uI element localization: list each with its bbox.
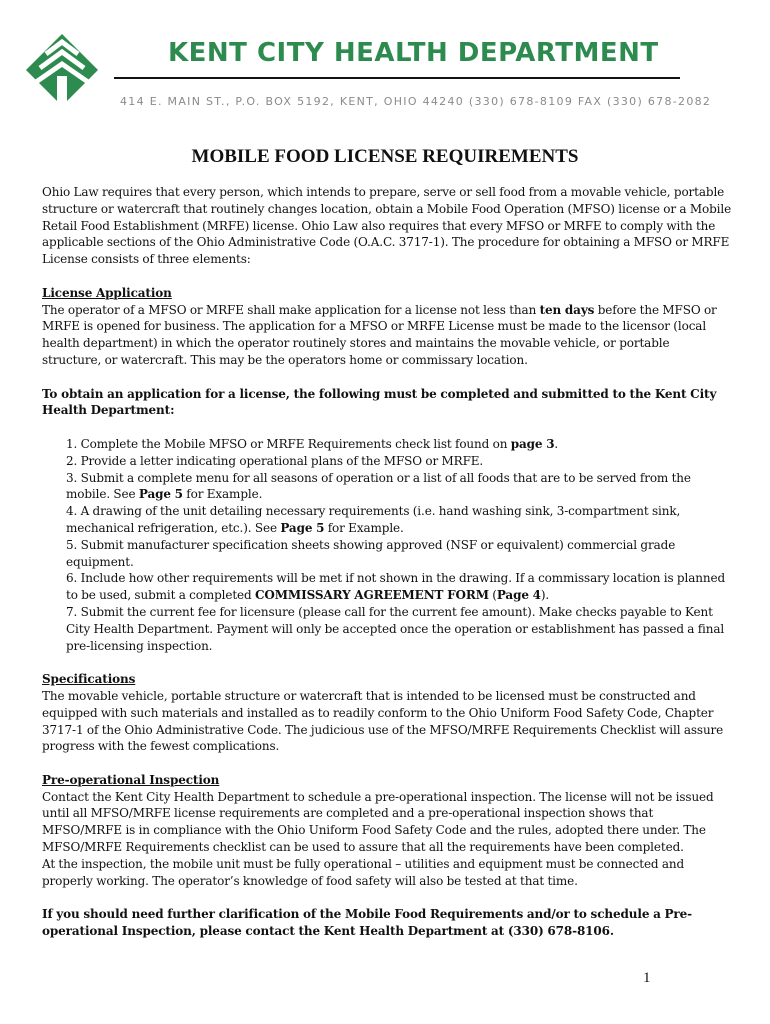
list-item: 5. Submit manufacturer specification sheets showing approved (NSF or equivalent) commercial grade equipment. xyxy=(66,537,676,569)
list-item: 6. Include how other requirements will be met if not shown in the drawing. If a commissary location is planned to be used, submit a completed COMMISSARY AGREEMENT FORM (Page 4). xyxy=(66,571,726,603)
obtain-instructions: To obtain an application for a license, the following must be completed and submitted to the Kent City Health Department: xyxy=(42,386,717,418)
header-rule xyxy=(114,77,680,79)
pre-operational-heading: Pre-operational Inspection xyxy=(42,772,220,787)
specifications-heading: Specifications xyxy=(42,672,136,687)
list-item: 3. Submit a complete menu for all seasons of operation or a list of all foods that are to be served from the mobile. See Page 5 for Example. xyxy=(66,470,691,502)
organization-address: 414 E. MAIN ST., P.O. BOX 5192, KENT, OHIO 44240 (330) 678-8109 FAX (330) 678-2082 xyxy=(120,95,712,108)
pre-operational-paragraph: Contact the Kent City Health Department to schedule a pre-operational inspection. The license will not be issued until all MFSO/MRFE license requirements are completed and a pre-operational inspection shows that MFSO/MRFE is in compliance with the Ohio Uniform Food Safety Code and the rules, adopted there under. The MFSO/MRFE Requirements checklist can be used to assure that all the requirements have been completed. xyxy=(42,789,714,855)
inspection-paragraph: At the inspection, the mobile unit must be fully operational – utilities and equipment must be connected and properly working. The operator’s knowledge of food safety will also be tested at that time. xyxy=(42,856,685,888)
specifications-paragraph: The movable vehicle, portable structure or watercraft that is intended to be licensed must be constructed and equipped with such materials and installed as to readily conform to the Ohio Uniform Food Safety Code, Chapter 3717-1 of the Ohio Administrative Code. The judicious use of the MFSO/MRFE Requirements Checklist will assure progress with the fewest complications. xyxy=(42,688,724,754)
list-item: 7. Submit the current fee for licensure (please call for the current fee amount). Make checks payable to Kent City Health Department. Payment will only be accepted once the operation or establishment has passed a final pre-licensing inspection. xyxy=(66,604,725,653)
list-item: 2. Provide a letter indicating operational plans of the MFSO or MRFE. xyxy=(66,453,484,468)
list-item: 1. Complete the Mobile MFSO or MRFE Requirements check list found on page 3. xyxy=(66,436,559,451)
closing-statement: If you should need further clarification of the Mobile Food Requirements and/or to schedule a Pre-operational Inspection, please contact the Kent Health Department at (330) 678-8106. xyxy=(42,907,692,939)
list-item: 4. A drawing of the unit detailing necessary requirements (i.e. hand washing sink, 3-compartment sink, mechanical refrigeration, etc.). See Page 5 for Example. xyxy=(66,504,681,535)
license-application-paragraph: The operator of a MFSO or MRFE shall make application for a license not less than ten days before the MFSO or MRFE is opened for business. The application for a MFSO or MRFE License must be made to the licensor (local health department) in which the operator routinely stores and maintains the movable vehicle, or portable structure, or watercraft. This may be the operators home or commissary location. xyxy=(42,302,717,367)
organization-name: KENT CITY HEALTH DEPARTMENT xyxy=(168,38,659,68)
document-body xyxy=(42,184,732,940)
document-title: MOBILE FOOD LICENSE REQUIREMENTS xyxy=(191,146,579,167)
requirements-list xyxy=(42,436,732,654)
license-application-heading: License Application xyxy=(42,285,172,300)
green-diamond-tree-logo xyxy=(24,32,100,108)
intro-paragraph: Ohio Law requires that every person, which intends to prepare, serve or sell food from a movable vehicle, portable structure or watercraft that routinely changes location, obtain a Mobile Food Operation (MFSO) license or a Mobile Retail Food Establishment (MRFE) license. Ohio Law also requires that every MFSO or MRFE to comply with the applicable sections of the Ohio Administrative Code (O.A.C. 3717-1). The procedure for obtaining a MFSO or MRFE License consists of three elements: xyxy=(42,185,732,267)
page-number: 1 xyxy=(643,970,651,986)
